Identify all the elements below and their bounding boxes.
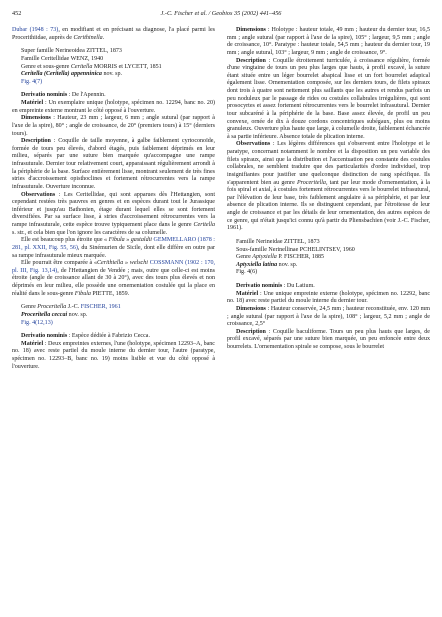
description-paragraph-r2: Description : Coquille baculiforme. Tours un peu plus hauts que larges, de profil excavé, séparés par une suture bien marquée, un peu enfoncée entre deux bourrelets. L'ornementation spirale se compose, sous le bourrelet	[227, 328, 430, 350]
taxon-family-r: Famille Nerineidae ZITTEL, 1873	[236, 238, 320, 245]
materiel-paragraph-2: Matériel : Deux empreintes externes, l'une (holotype, spécimen 12293–A, banc no. 18) avec reste partiel du moule interne du dernier tour, l'autre (paratype, spécimen no. 12293–B, banc no. 19) moins lisible et vue du côté opposé à l'ouverture.	[12, 340, 215, 370]
taxon-family: Famille Ceritellidae WENZ, 1940	[21, 55, 104, 62]
left-column	[12, 27, 215, 371]
citation-link-dubar[interactable]: Dubar (1948 : 73)	[12, 27, 59, 33]
species-heading-2: Proceritella ceccai nov. sp.	[21, 311, 88, 318]
observations-paragraph-r: Observations : Les légères différences qui s'observent entre l'holotype et le paratype, concernant notamment le nombre et la disposition un peu variable des filets spiraux, ainsi que la distribution et l'accentuation peu constante des costules collabrales, ne semblent traduire que des particularités d'ordre individuel, trop insignifiantes pour justifier une quelconque distinction de rang spécifique. Ils s'apparentent bien au genre Proceritella, tant par leur mode d'ornementation, à la fois spiral et axial, à costules fortement rétrocurrentes vers le bourrelet infrasutural, par l'élévation de leur base, très faiblement angulaire à sa périphérie, et par leur absence de plication interne. Ils se distinguent cependant, par l'étroitesse de leur angle de croissance et par les détails de leur ornementation, des autres espèces de ce genre, qui n'était jusqu'ici connu qu'à partir du Pliensbachien (voir J.-C. Fischer, 1961).	[227, 141, 430, 232]
taxon-genus: Genre et sous-genre Ceritella MORRIS et LYCETT, 1851	[21, 63, 162, 70]
species-heading: Ceritella (Ceritella) appenninica nov. sp.	[21, 71, 123, 78]
figure-label-4-6: Fig. 4(6)	[236, 269, 258, 276]
description-paragraph-r: Description : Coquille étroitement turriculée, à croissance régulière, formée d'une vingtaine de tours un peu plus larges que hauts, à profil excavé, la suture étant située entre un léger bourrelet abapical lisse et un fort bourrelet adapical également lisse. Ornementation composée, sur les derniers tours, de filets spiraux dont trois à quatre sont nettement plus saillants que les autres et rendus parfois un peu noduleux par le passage de rides ou costules collabrales irrégulières, qui sont prosocyrtes et assez fortement rétrocurrentes vers le bourrelet infrasutural. Dernier tour subcaréné à la périphérie de la base. Base assez élevée, de profil un peu convexe, ornée de dix à douze cordons concentriques subégaux, plus ou moins granuleux. Ouverture plus haute que large, à columelle droite, faiblement échancrée à sa partie inférieure. Absence totale de plication interne.	[227, 57, 430, 140]
comparison-paragraph-2: Elle pourrait être comparée à «Cerithiella » welschi COSSMANN (1902 : 170, pl. III, Fig. 13,14), de l'Hettangien de Vendée ; mais, outre que celle-ci est moins étroite (angle de croissance allant de 30 à 20°), avec des tours plus élevés et non déprimés en leur milieu, elle possède une ornementation costulée qui la place en réalité dans le sous-genre Fibula PIETTE, 1859.	[12, 260, 216, 297]
running-title: J.-C. Fischer et al. / Geobios 35 (2002) 441–456	[160, 10, 282, 17]
figure-link-4-12-13[interactable]: Fig. 4(12,13)	[21, 319, 53, 326]
dimensions-paragraph-r: Dimensions : Holotype : hauteur totale, 49 mm ; hauteur du dernier tour, 16,5 mm ; angle sutural (par rapport à l'axe de la spire), 105° ; largeur, 9,5 mm ; angle de croissance, 10°. Paratype : hauteur totale, 54,5 mm ; hauteur du dernier tour, 19 mm ; angle sutural, 103° ; largeur, 9 mm ; angle de croissance, 9°.	[227, 27, 430, 56]
dimensions-paragraph: Dimensions : Hauteur, 23 mm ; largeur, 6 mm ; angle sutural (par rapport à l'axe de la spire), 80° ; angle de croissance, de 20° (premiers tours) à 15° (derniers tours).	[12, 115, 215, 137]
intro-paragraph: Dubar (1948 : 73), en modifiant et en précisant sa diagnose, l'a placé parmi les Procerithiidae, auprès de Cerithinella.	[12, 27, 215, 41]
materiel-paragraph: Matériel : Un exemplaire unique (holotype, spécimen no. 12294, banc no. 20) en empreinte externe montrant le côté opposé à l'ouverture.	[12, 100, 215, 114]
derivatio-paragraph-r: Derivatio nominis : Du Latium.	[236, 283, 315, 289]
comparison-paragraph-1: Elle est beaucoup plus étroite que « Fibula » gastaldii GEMMELLARO (1878 : 281, pl. XXII, Fig. 55, 56), du Sinémurien de Sicile, dont elle diffère en outre par sa rampe infrasuturale mieux marquée.	[12, 237, 215, 259]
species-heading-r: Aptyxiella latina nov. sp.	[236, 261, 298, 268]
taxon-subfamily-r: Sous-famille Nerinellinae PCHELINTSEV, 1960	[236, 246, 355, 253]
right-column	[227, 27, 430, 352]
taxon-genus-2: Genre Proceritella J.-C. FISCHER, 1961	[21, 304, 121, 311]
citation-link-fischer-1961[interactable]: FISCHER, 1961	[80, 304, 121, 311]
taxon-genus-r: Genre Aptyxiella P. FISCHER, 1885	[236, 254, 325, 261]
description-paragraph: Description : Coquille de taille moyenne, à galbe faiblement cyrtoconoïde, formée de tours peu élevés, d'abord étagés, puis faiblement déprimés en leur milieu, séparés par une suture bien marquée qu'accompagne une rampe infrasuturale. Dernier tour relativement court, apparaissant régulièrement arrondi à la périphérie de la base. Surface entièrement lisse, montrant seulement de très fines stries d'accroissement opisthoclines et fortement rétrocurrentes vers la rampe infrasuturale. Ouverture inconnue.	[12, 138, 215, 190]
taxon-superfamily: Super famille Nerineoidea ZITTEL, 1873	[21, 48, 122, 55]
page-header	[12, 10, 430, 22]
derivatio-paragraph-2: Derivatio nominis : Espèce dédiée à Fabrizio Cecca.	[21, 333, 150, 340]
citation-link-gemmellaro[interactable]: GEMMELLARO (1878 : 281, pl. XXII, Fig. 55, 56)	[12, 237, 215, 251]
observations-paragraph: Observations : Les Ceritellidae, qui sont apparues dès l'Hettangien, sont cependant restées très pauvres en genres et en espèces durant tout le Jurassique inférieur et jusqu'au Bathonien, étage durant lequel elles se sont fortement diversifiées. Par sa surface lisse, à stries d'accroissement rétrocurrentes vers la rampe infrasuturale, cette espèce trouve typiquement place dans le genre Ceritella s. str., et cela bien que l'on ignore les caractères de sa columelle.	[12, 191, 215, 236]
dimensions-paragraph-r2: Dimensions : Hauteur conservée, 24,5 mm ; hauteur reconstituée, env. 120 mm ; angle sutural (par rapport à l'axe de la spire), 108° ; largeur, 5,2 mm ; angle de croissance, 2,5°	[227, 305, 430, 328]
materiel-paragraph-r: Matériel : Une unique empreinte externe (holotype, spécimen no. 12292, banc no. 18) avec reste partiel du moule interne du dernier tour.	[227, 290, 430, 305]
page-number: 452	[12, 10, 22, 17]
citation-link-cossmann[interactable]: COSSMANN (1902 : 170, pl. III, Fig. 13,14)	[12, 260, 216, 274]
figure-link-4-7[interactable]: Fig. 4(7)	[21, 78, 43, 85]
derivatio-paragraph: Derivatio nominis : De l'Apennin.	[21, 92, 106, 99]
